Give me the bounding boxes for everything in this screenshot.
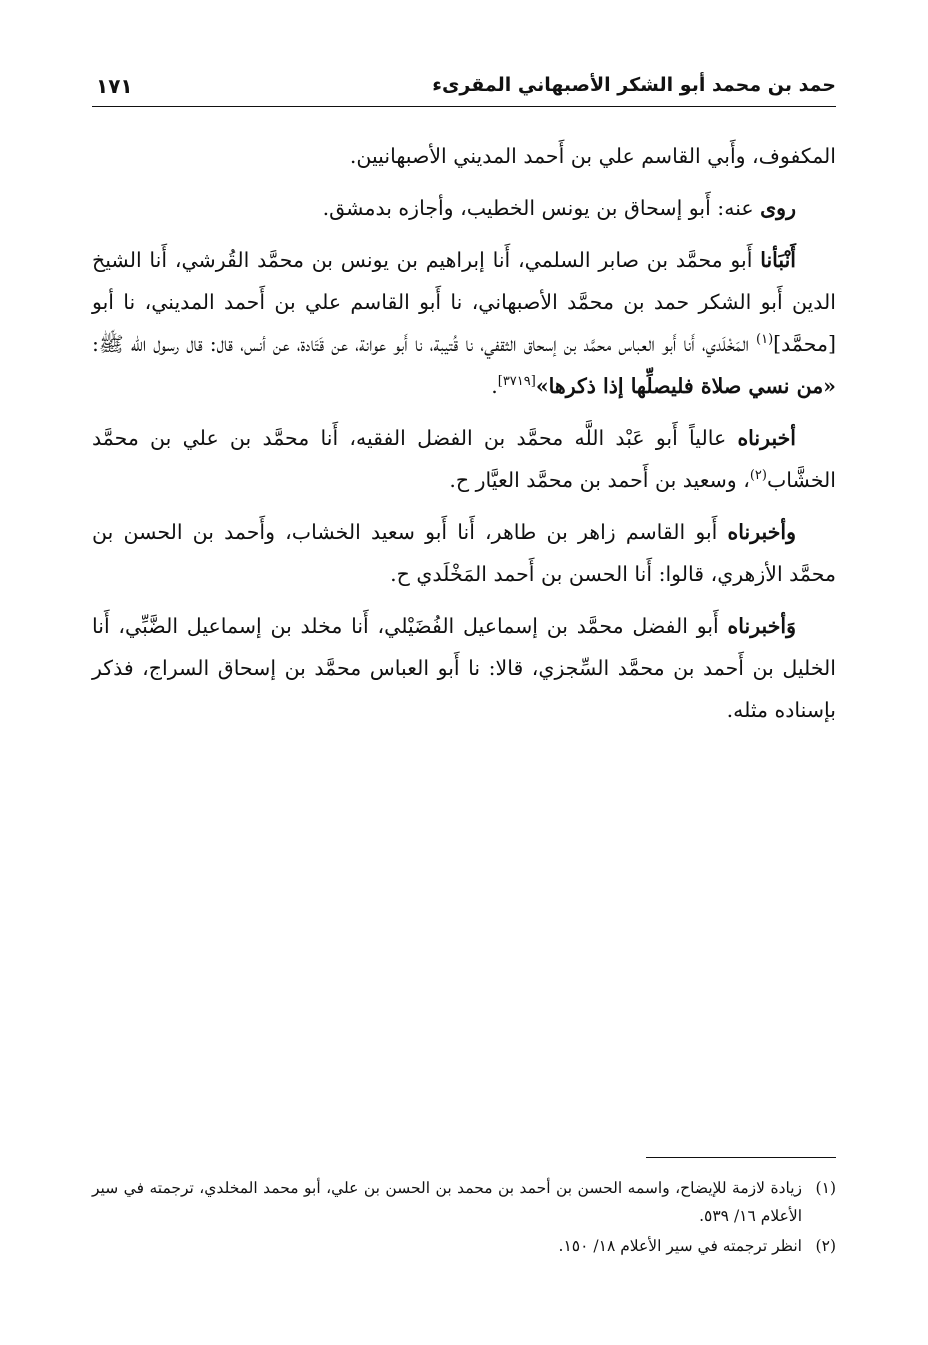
main-text	[92, 135, 836, 741]
paragraph-text: المَخْلَدي، أَنا أَبو العباس محمَّد بن إسحاق الثقفي، نا قُتيبة، نا أَبو عوانة، عن قَتَادة، عن أنس، قال: قال رسول الله ﷺ:	[92, 332, 757, 356]
footnote-separator	[646, 1157, 836, 1158]
paragraph-lead: أخبرناه	[737, 426, 796, 450]
hadith-text: «من نسي صلاة فليصلِّها إذا ذكرها»	[535, 374, 836, 398]
footnote-number: (١)	[815, 1179, 836, 1197]
footnote-number: (٢)	[815, 1237, 836, 1255]
paragraph-5	[92, 511, 836, 595]
paragraph-1	[92, 135, 836, 177]
page-number: ١٧١	[96, 74, 133, 98]
paragraph-text: المكفوف، وأَبي القاسم علي بن أَحمد المديني الأصبهانيين.	[349, 144, 836, 168]
paragraph-text: أَبو القاسم زاهر بن طاهر، أَنا أَبو سعيد الخشاب، وأَحمد بن الحسن بن محمَّد الأزهري، قالوا: أَنا الحسن بن أَحمد المَخْلَدي ح.	[92, 520, 836, 586]
footnote-1	[92, 1174, 836, 1230]
paragraph-lead: وأخبرناه	[727, 520, 796, 544]
paragraph-3	[92, 239, 836, 407]
paragraph-6	[92, 605, 836, 731]
footnote-ref-1: (١)	[756, 332, 774, 348]
paragraph-text: ، وسعيد بن أَحمد بن محمَّد العيَّار ح.	[449, 468, 750, 492]
paragraph-lead: وَأخبرناه	[727, 614, 796, 638]
footnotes	[92, 1157, 836, 1262]
page-header	[92, 72, 836, 107]
paragraph-4	[92, 417, 836, 501]
running-title: حمد بن محمد أبو الشكر الأصبهاني المقرىء	[432, 74, 836, 96]
paragraph-text: عالياً أَبو عَبْد اللَّه محمَّد بن الفضل الفقيه، أَنا محمَّد بن علي بن محمَّد الخشَّاب	[92, 426, 836, 492]
footnote-ref-2: (٢)	[749, 468, 767, 484]
paragraph-2	[92, 187, 836, 229]
footnote-text: انظر ترجمته في سير الأعلام ١٨/ ١٥٠.	[558, 1237, 802, 1255]
paragraph-text: أَبو محمَّد بن صابر السلمي، أَنا إبراهيم بن يونس بن محمَّد القُرشي، أَنا الشيخ الدين أَبو الشكر حمد بن محمَّد الأصبهاني، نا أَبو القاسم علي بن أَحمد المديني، نا أبو [محمَّد]	[92, 248, 836, 356]
paragraph-lead: أَنْبَأنا	[760, 248, 796, 272]
paragraph-text: أَبو الفضل محمَّد بن إسماعيل الفُضَيْلي، أَنا مخلد بن إسماعيل الضَّبِّي، أَنا الخليل بن أَحمد بن محمَّد السِّجزي، قالا: نا أَبو العباس محمَّد بن إسحاق السراج، فذكر بإسناده مثله.	[92, 614, 836, 722]
hadith-number: [٣٧١٩]	[497, 374, 536, 390]
footnote-2	[92, 1232, 836, 1260]
footnote-text: زيادة لازمة للإيضاح، واسمه الحسن بن أحمد بن محمد بن الحسن بن علي، أبو محمد المخلدي، ترجمته في سير الأعلام ١٦/ ٥٣٩.	[92, 1179, 802, 1225]
paragraph-lead: روى	[760, 196, 796, 220]
paragraph-text: عنه: أَبو إسحاق بن يونس الخطيب، وأجازه بدمشق.	[322, 196, 761, 220]
paragraph-text: .	[491, 374, 498, 398]
